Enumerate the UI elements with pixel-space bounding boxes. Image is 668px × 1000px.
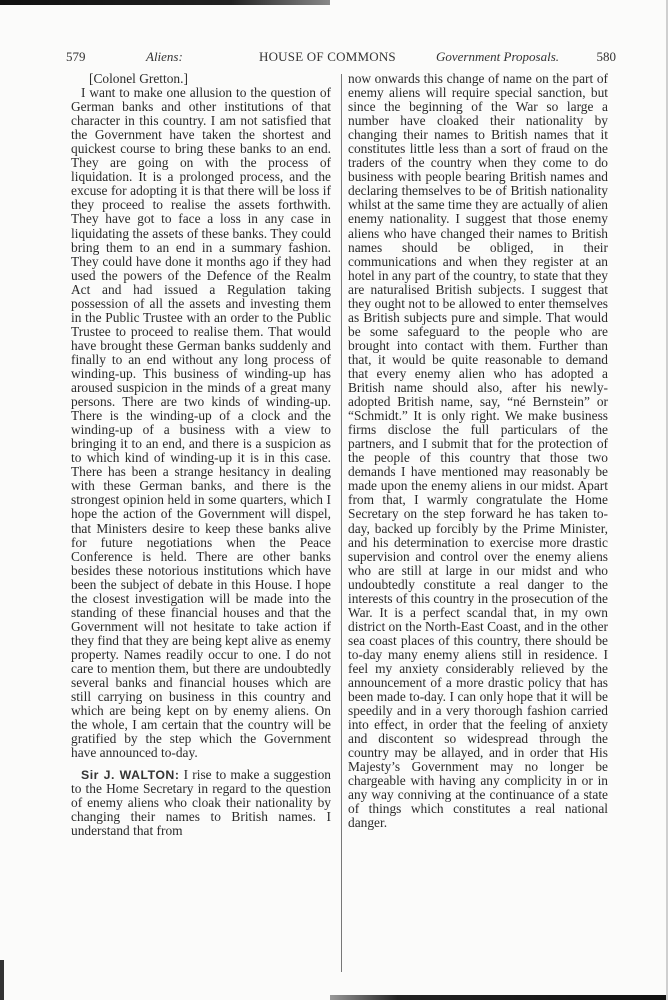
section-title-right: Government Proposals. xyxy=(436,49,560,64)
scan-edge-left xyxy=(0,960,4,1000)
left-column xyxy=(71,72,331,839)
page-number-right: 580 xyxy=(596,49,616,64)
section-title-left: Aliens: xyxy=(146,49,183,64)
running-header xyxy=(66,49,616,65)
paragraph-walton xyxy=(71,768,331,838)
paragraph-walton-continued: now onwards this change of name on the part of enemy aliens will require special sanction, but since the beginning of the War so large a number have cloaked their nationality by changing their names to British names that it constitutes little less than a sort of fraud on the traders of the country when they come to do business with people bearing British names and declaring themselves to be of British nationality whilst at the same time they are actually of alien enemy nationality. I suggest that those enemy aliens who have changed their names to British names should be obliged, in their communications and when they register at an hotel in any part of the country, to state that they are naturalised British subjects. I suggest that they ought not to be allowed to enter themselves as British subjects pure and simple. That would be some safeguard to the people who are brought into contact with them. Further than that, it would be quite reasonable to demand that every enemy alien who has adopted a British name should also, after his newly-adopted British name, say, “né Bernstein” or “Schmidt.” It is only right. We make business firms disclose the full particulars of the partners, and I submit that for the protection of the people of this country that those two demands I have mentioned may reasonably be made upon the enemy aliens in our midst. Apart from that, I warmly congratulate the Home Secretary on the step forward he has taken to-day, backed up forcibly by the Prime Minister, and his determination to exercise more drastic supervision and control over the enemy aliens who are still at large in our midst and who undoubtedly constitute a real danger to the interests of this country in the prosecution of the War. It is a perfect scandal that, in my own district on the North-East Coast, and in the other sea coast places of this country, there should be to-day many enemy aliens still in residence. I feel my anxiety considerably relieved by the announcement of a more drastic policy that has been made to-day. I can only hope that it will be speedily and in a very thorough fashion carried into effect, in order that the feeling of anxiety and discontent so widespread through the country may be allayed, and in order that His Majesty’s Government may no longer be chargeable with having any complicity in or in any way conniving at the continuance of a state of things which constitutes a real national danger. xyxy=(348,71,608,831)
page-number-left: 579 xyxy=(66,49,86,64)
publication-title: HOUSE OF COMMONS xyxy=(259,49,396,64)
paragraph-gretton: I want to make one allusion to the question of German banks and other institutions of that character in this country. I am not satisfied that the Government have taken the shortest and quickest course to bring these banks to an end. They are going on with the process of liquidation. It is a prolonged process, and the excuse for adopting it is that there will be loss if they proceed to realise the assets forthwith. They have got to face a loss in any case in liquidating the assets of these banks. They could bring them to an end in a summary fashion. They could have done it months ago if they had used the powers of the Defence of the Realm Act and had issued a Regulation taking possession of all the assets and investing them in the Public Trustee with an order to the Public Trustee to proceed to realise them. That would have brought these German banks suddenly and finally to an end without any long process of winding-up. This business of winding-up has aroused suspicion in the minds of a great many persons. There are two kinds of winding-up. There is the winding-up of a clock and the winding-up of a business with a view to bringing it to an end, and there is a suspicion as to which kind of winding-up it is in this case. There has been a strange hesitancy in dealing with these German banks, and there is the strongest opinion held in some quarters, which I hope the action of the Government will dispel, that Ministers desire to keep these banks alive for future negotiations when the Peace Conference is held. There are other banks besides these notorious institutions which have been the subject of debate in this House. I hope the closest investigation will be made into the standing of these financial houses and that the Government will not hesitate to take action if they find that they are being kept alive as enemy property. Names readily occur to one. I do not care to mention them, but there are undoubtedly several banks and financial houses which are still carrying on business in this country and which are being kept on by enemy aliens. On the whole, I am certain that the country will be gratified by the step which the Government have announced to-day. xyxy=(71,85,331,761)
speaker-reference: [Colonel Gretton.] xyxy=(89,71,188,86)
speaker-name: Sir J. WALTON: xyxy=(81,768,180,783)
scan-edge-bottom xyxy=(330,995,668,1000)
column-divider xyxy=(341,74,342,972)
right-column xyxy=(348,72,608,831)
scan-edge-top xyxy=(0,0,330,5)
paragraph-walton-text: I rise to make a suggestion to the Home Secretary in regard to the question of enemy aliens who cloak their nationality by changing their names to British names. I understand that from xyxy=(71,767,332,839)
